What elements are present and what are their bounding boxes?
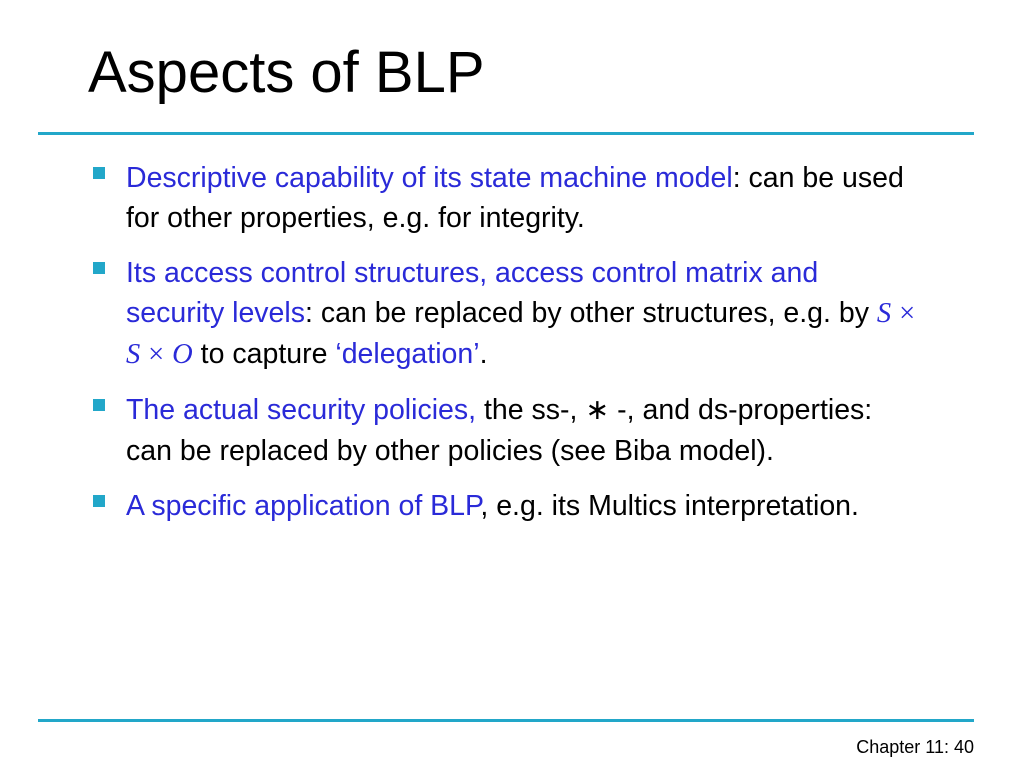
math-symbol-o: O <box>172 339 193 370</box>
bullet-highlight: A specific application of BLP <box>126 490 481 522</box>
bullet-text: the ss-, <box>476 394 586 426</box>
bullet-text: : can be replaced by other structures, e.g. by <box>304 297 877 329</box>
bullet-text: : can be used for other properties, e.g. for integrity. <box>126 162 904 234</box>
bullet-list <box>88 158 918 541</box>
slide-footer: Chapter 11: 40 <box>856 737 974 757</box>
bullet-item <box>88 253 918 375</box>
square-bullet-icon <box>93 167 105 179</box>
bullet-highlight: Descriptive capability of its state machine model <box>126 162 733 194</box>
bullet-text: to capture <box>192 338 336 370</box>
bullet-highlight: Its access control structures, access control matrix and security levels <box>126 257 819 329</box>
bullet-item <box>88 486 918 526</box>
math-symbol-s: S <box>876 298 892 329</box>
square-bullet-icon <box>93 262 105 274</box>
times-symbol: × <box>899 298 916 329</box>
bullet-text: -, and ds-properties: can be replaced by other policies (see Biba model). <box>126 394 873 467</box>
bullet-highlight: The actual security policies, <box>126 394 477 426</box>
math-symbol-s: S <box>126 339 141 370</box>
square-bullet-icon <box>93 399 105 411</box>
bullet-quote: ‘delegation’ <box>335 338 480 370</box>
bullet-text: , e.g. its Multics interpretation. <box>480 490 859 522</box>
times-symbol: × <box>148 339 165 370</box>
footer-divider <box>38 719 974 722</box>
title-divider <box>38 132 974 135</box>
bullet-item <box>88 158 918 238</box>
star-symbol: ∗ <box>585 395 610 426</box>
bullet-text: . <box>479 338 488 370</box>
slide-title: Aspects of BLP <box>88 40 485 105</box>
bullet-item <box>88 390 918 471</box>
square-bullet-icon <box>93 495 105 507</box>
